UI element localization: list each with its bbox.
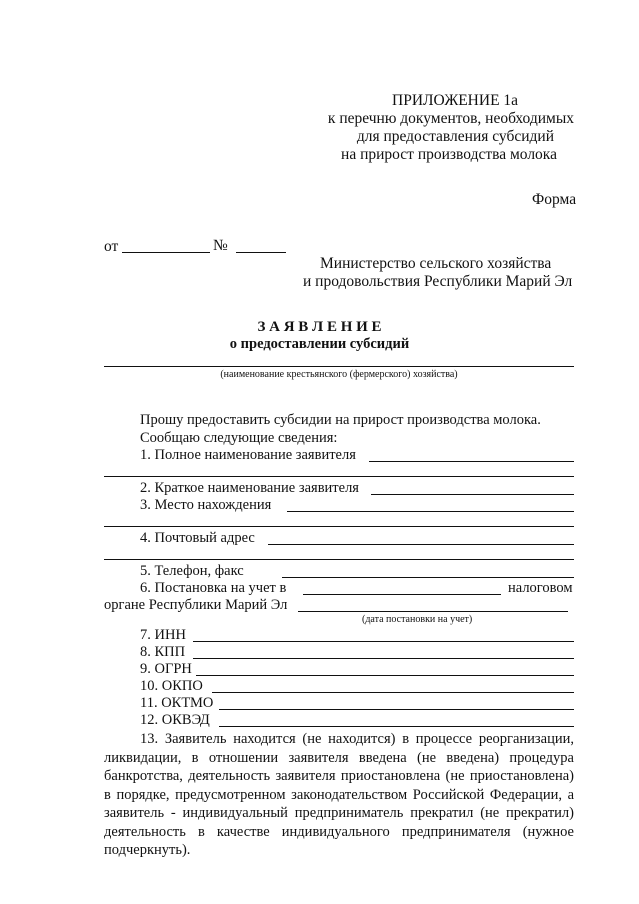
field-12-label: 12. ОКВЭД bbox=[140, 712, 210, 728]
field-6-label-b: налоговом bbox=[508, 580, 573, 596]
document-subtitle: о предоставлении субсидий bbox=[229, 336, 410, 352]
field-2-input[interactable] bbox=[371, 494, 574, 495]
date-field[interactable] bbox=[122, 252, 210, 253]
field-6-label-a: 6. Постановка на учет в bbox=[140, 580, 287, 596]
field-7-label: 7. ИНН bbox=[140, 627, 186, 643]
inn-input[interactable] bbox=[193, 641, 574, 642]
farm-name-field[interactable] bbox=[104, 366, 574, 367]
field-9-label: 9. ОГРН bbox=[140, 661, 192, 677]
field-6-date-input[interactable] bbox=[298, 611, 568, 612]
field-8-label: 8. КПП bbox=[140, 644, 186, 660]
field-6-label bbox=[140, 580, 300, 597]
addressee-line-2: и продовольствия Республики Марий Эл bbox=[303, 273, 573, 290]
request-text: Прошу предоставить субсидии на прирост производства молока. bbox=[140, 412, 541, 428]
field-2-label: 2. Краткое наименование заявителя bbox=[140, 480, 359, 496]
farm-name-caption: (наименование крестьянского (фермерского) хозяйства) bbox=[220, 369, 458, 380]
from-label: от bbox=[104, 238, 119, 255]
number-label: № bbox=[213, 237, 228, 254]
field-11-label: 11. ОКТМО bbox=[140, 695, 214, 711]
field-1-input[interactable] bbox=[369, 461, 574, 462]
field-1-label: 1. Полное наименование заявителя bbox=[140, 447, 356, 463]
ogrn-input[interactable] bbox=[196, 675, 574, 676]
field-6-caption: (дата постановки на учет) bbox=[362, 614, 473, 625]
field-6-tax-office-input[interactable] bbox=[303, 594, 501, 595]
field-4-input[interactable] bbox=[268, 544, 574, 545]
field-6-label-c: органе Республики Марий Эл bbox=[104, 597, 288, 613]
number-field[interactable] bbox=[236, 252, 286, 253]
field-5-input[interactable] bbox=[282, 577, 574, 578]
field-5-label: 5. Телефон, факс bbox=[140, 563, 244, 579]
info-intro: Сообщаю следующие сведения: bbox=[140, 430, 338, 446]
oktmo-input[interactable] bbox=[219, 709, 574, 710]
document-title: З А Я В Л Е Н И Е bbox=[257, 319, 382, 335]
form-label: Форма bbox=[532, 191, 577, 208]
appendix-line-4: на прирост производства молока bbox=[341, 146, 557, 163]
item-13-paragraph: 13. Заявитель находится (не находится) в процессе реорганизации, ликвидации, в отношении заявителя введена (не введена) процедура банкротства, деятельность заявителя приостановлена (не приостановлена) в порядке, предусмотренном законодательством Российской Федерации, а заявитель - индивидуальный предприниматель прекратил (не прекратил) деятельность в качестве индивидуального предпринимателя (нужное подчеркнуть). bbox=[104, 731, 574, 858]
field-4-input-continued[interactable] bbox=[104, 559, 574, 560]
field-3-input-continued[interactable] bbox=[104, 526, 574, 527]
appendix-line-2: к перечню документов, необходимых bbox=[327, 110, 574, 127]
appendix-title: ПРИЛОЖЕНИЕ 1а bbox=[392, 92, 519, 109]
field-1-input-continued[interactable] bbox=[104, 476, 574, 477]
field-3-input[interactable] bbox=[287, 511, 574, 512]
field-10-label: 10. ОКПО bbox=[140, 678, 203, 694]
field-3-label: 3. Место нахождения bbox=[140, 497, 272, 513]
field-4-label: 4. Почтовый адрес bbox=[140, 530, 255, 546]
addressee-line-1: Министерство сельского хозяйства bbox=[320, 255, 552, 272]
okved-input[interactable] bbox=[219, 726, 574, 727]
okpo-input[interactable] bbox=[212, 692, 574, 693]
kpp-input[interactable] bbox=[193, 658, 574, 659]
appendix-line-3: для предоставления субсидий bbox=[356, 128, 554, 145]
